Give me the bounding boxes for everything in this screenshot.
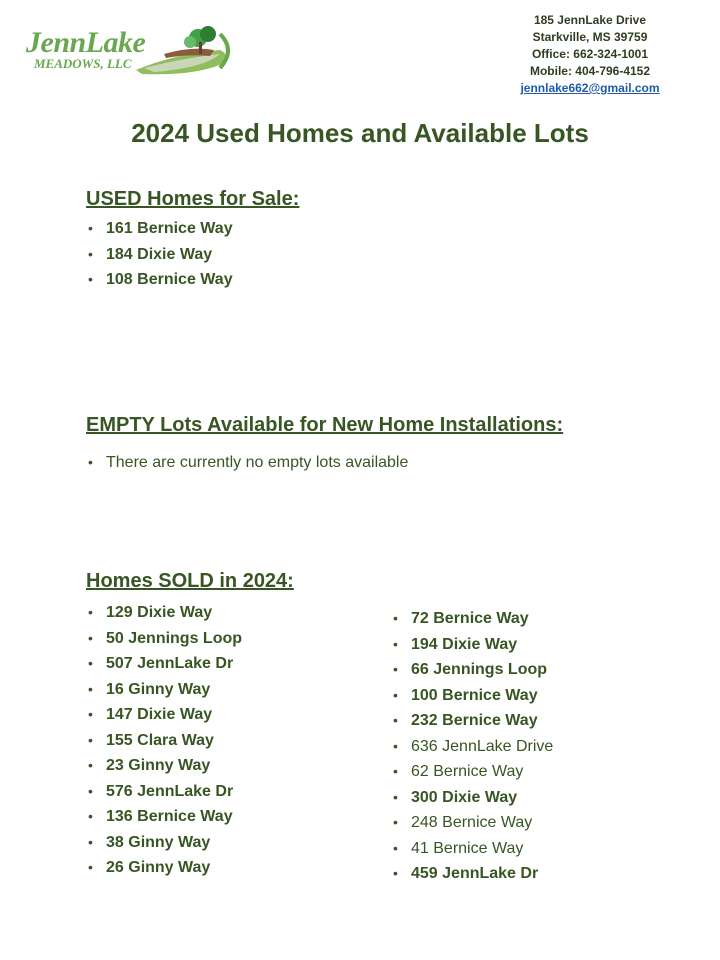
empty-lots-heading: EMPTY Lots Available for New Home Installations: [86,414,564,436]
list-item: • 136 Bernice Way [86,804,242,830]
list-item: • 108 Bernice Way [86,267,233,293]
sold-homes-list-left [86,600,242,881]
logo-wordmark: JennLake [26,26,146,59]
list-item: • 16 Ginny Way [86,677,242,703]
list-item: • 38 Ginny Way [86,830,242,856]
list-item: • 147 Dixie Way [86,702,242,728]
page-title: 2024 Used Homes and Available Lots [131,118,589,148]
list-item: • 100 Bernice Way [391,683,553,709]
list-item: • 41 Bernice Way [391,836,553,862]
list-item: • 72 Bernice Way [391,606,553,632]
list-item: • 232 Bernice Way [391,708,553,734]
list-item: • 155 Clara Way [86,728,242,754]
list-item: • 459 JennLake Dr [391,861,553,887]
contact-block [490,12,690,97]
list-item: • 636 JennLake Drive [391,734,553,760]
sold-homes-heading: Homes SOLD in 2024: [86,570,294,592]
list-item: • 184 Dixie Way [86,242,233,268]
list-item: • 507 JennLake Dr [86,651,242,677]
company-logo [24,24,234,80]
list-item: • 66 Jennings Loop [391,657,553,683]
list-item: • 62 Bernice Way [391,759,553,785]
contact-mobile-phone: Mobile: 404-796-4152 [529,64,651,78]
used-homes-list [86,216,233,293]
empty-lots-list [86,450,408,476]
sold-homes-list-right [391,606,553,887]
list-item: • 129 Dixie Way [86,600,242,626]
list-item: • 26 Ginny Way [86,855,242,881]
list-item: • 194 Dixie Way [391,632,553,658]
contact-email-link[interactable]: jennlake662@gmail.com [520,81,660,95]
logo-subtitle: MEADOWS, LLC [34,56,132,71]
list-item: • 300 Dixie Way [391,785,553,811]
contact-city: Starkville, MS 39759 [532,30,648,44]
list-item: • 576 JennLake Dr [86,779,242,805]
list-item: • 248 Bernice Way [391,810,553,836]
list-item: • 23 Ginny Way [86,753,242,779]
list-item: • 50 Jennings Loop [86,626,242,652]
contact-address: 185 JennLake Drive [533,13,647,27]
used-homes-heading: USED Homes for Sale: [86,188,300,210]
contact-office-phone: Office: 662-324-1001 [531,47,649,61]
list-item: • 161 Bernice Way [86,216,233,242]
list-item: • There are currently no empty lots available [86,450,408,476]
